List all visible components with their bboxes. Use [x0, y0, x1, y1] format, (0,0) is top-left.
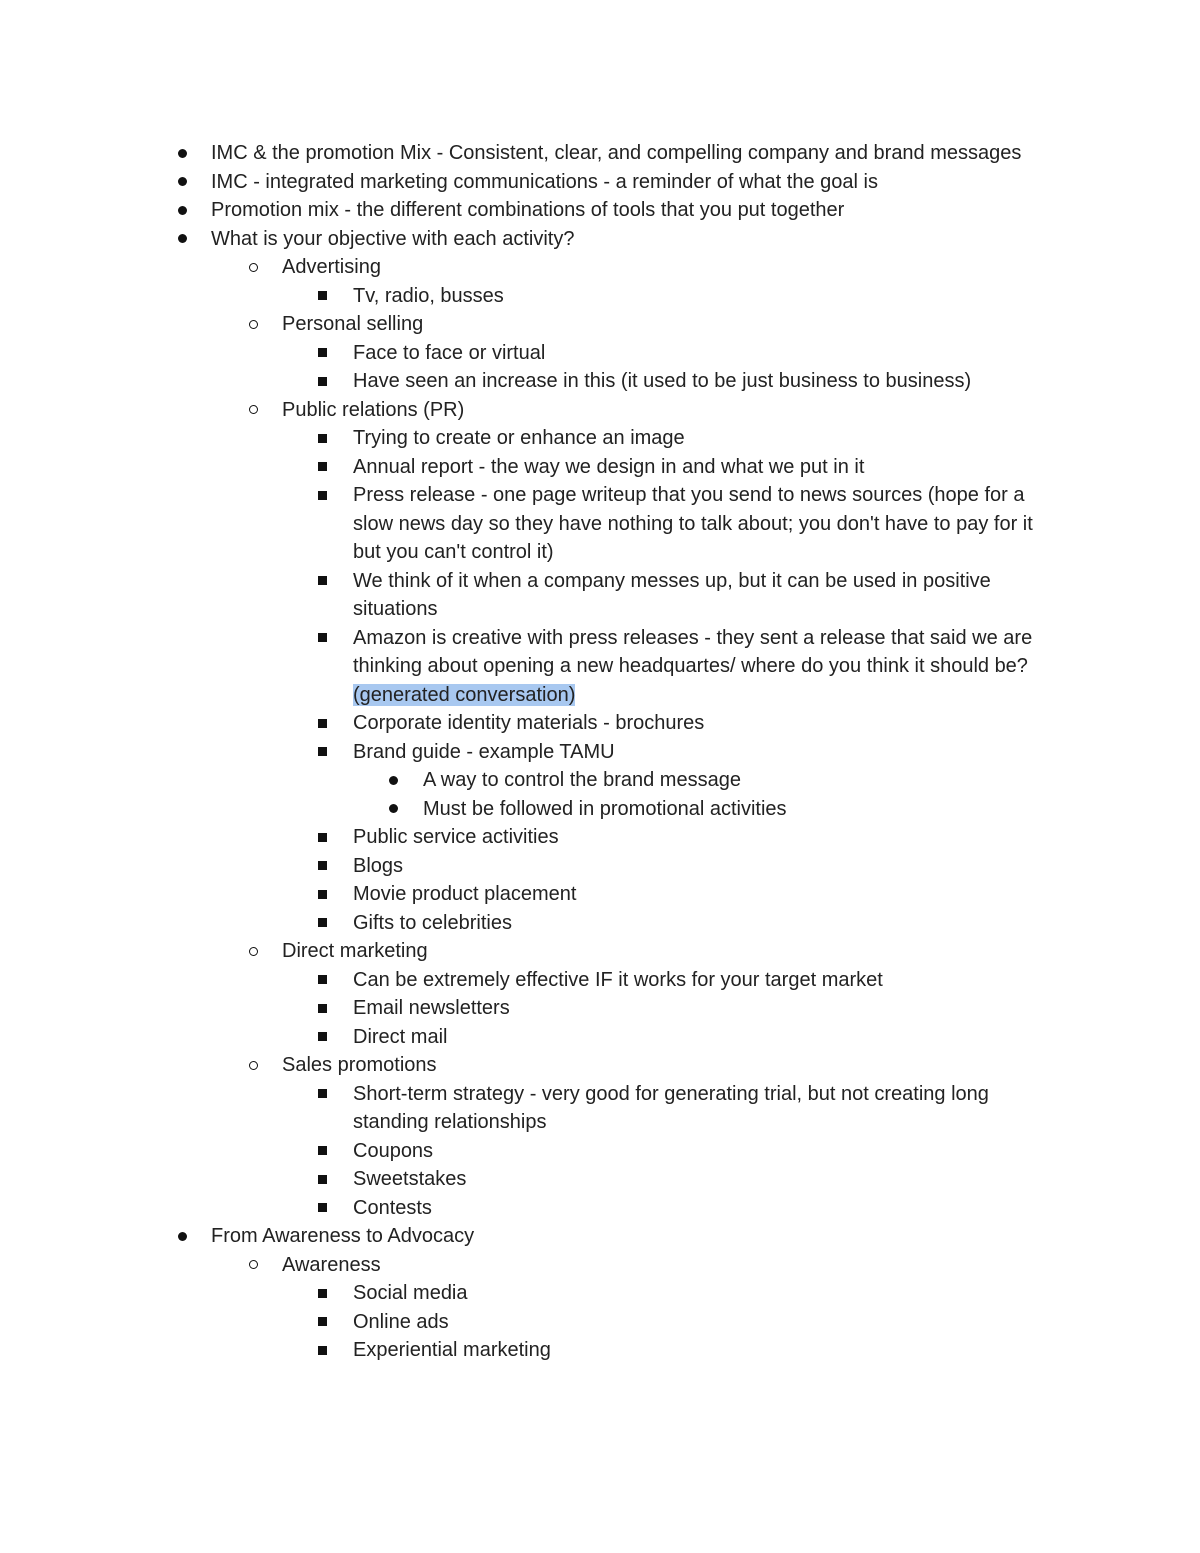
list-item-text: From Awareness to Advocacy — [211, 1225, 475, 1247]
list-item — [0, 282, 1200, 311]
list-item-text: Trying to create or enhance an image — [353, 427, 685, 449]
list-item — [0, 481, 1200, 567]
highlighted-text: (generated conversation) — [353, 683, 576, 706]
list-item — [0, 624, 1200, 710]
circle-bullet-icon — [249, 253, 258, 282]
list-item — [0, 253, 1200, 282]
list-item-text: Email newsletters — [353, 997, 510, 1019]
list-item-text: Must be followed in promotional activities — [423, 797, 787, 820]
list-item-text: Brand guide - example TAMU — [353, 740, 615, 763]
list-item-text: Have seen an increase in this (it used to be just business to business) — [353, 370, 972, 392]
list-item-text: Public service activities — [353, 826, 559, 848]
square-bullet-icon — [318, 624, 327, 653]
square-bullet-icon — [318, 1080, 327, 1109]
list-item — [0, 766, 1200, 795]
list-item-text: Corporate identity materials - brochures — [353, 712, 705, 734]
list-item — [0, 909, 1200, 938]
list-item-text-main: Amazon is creative with press releases - they sent a release that said we are thinking about opening a new headquartes/ where do you think it should be? — [353, 626, 1033, 677]
square-bullet-icon — [318, 339, 327, 368]
list-item-text: Online ads — [353, 1310, 449, 1333]
square-bullet-icon — [318, 453, 327, 482]
list-item-text: We think of it when a company messes up, but it can be used in positive situations — [353, 569, 991, 620]
square-bullet-icon — [318, 1194, 327, 1223]
square-bullet-icon — [318, 282, 327, 311]
disc-bullet-icon — [178, 225, 187, 254]
list-item — [0, 966, 1200, 995]
list-item — [0, 1080, 1200, 1137]
disc-bullet-icon — [389, 795, 398, 824]
square-bullet-icon — [318, 1279, 327, 1308]
square-bullet-icon — [318, 994, 327, 1023]
list-item — [0, 709, 1200, 738]
square-bullet-icon — [318, 424, 327, 453]
square-bullet-icon — [318, 1308, 327, 1337]
square-bullet-icon — [318, 1137, 327, 1166]
circle-bullet-icon — [249, 937, 258, 966]
list-item-text: Personal selling — [282, 313, 424, 335]
list-item — [0, 196, 1200, 225]
list-item-text: Press release - one page writeup that you send to news sources (hope for a slow news day so they have nothing to talk about; you don't have to pay for it but you can't control it) — [353, 484, 1033, 563]
list-item-text: Blogs — [353, 854, 404, 877]
list-item — [0, 880, 1200, 909]
list-item-text — [353, 624, 1062, 710]
list-item — [0, 168, 1200, 197]
list-item — [0, 225, 1200, 254]
list-item-text: Coupons — [353, 1139, 434, 1162]
list-item-text: IMC & the promotion Mix - Consistent, clear, and compelling company and brand messages — [211, 142, 1022, 164]
list-item-text: Annual report - the way we design in and what we put in it — [353, 455, 865, 478]
list-item — [0, 310, 1200, 339]
circle-bullet-icon — [249, 396, 258, 425]
list-item — [0, 1165, 1200, 1194]
list-item — [0, 1279, 1200, 1308]
square-bullet-icon — [318, 709, 327, 738]
disc-bullet-icon — [178, 1222, 187, 1251]
disc-bullet-icon — [178, 168, 187, 197]
list-item — [0, 453, 1200, 482]
square-bullet-icon — [318, 823, 327, 852]
list-item-text: A way to control the brand message — [423, 769, 741, 791]
list-item-text: Direct mail — [353, 1025, 448, 1048]
circle-bullet-icon — [249, 310, 258, 339]
bullet-list — [0, 139, 1200, 1365]
circle-bullet-icon — [249, 1051, 258, 1080]
square-bullet-icon — [318, 481, 327, 510]
list-item-text: Public relations (PR) — [282, 398, 465, 421]
list-item — [0, 1023, 1200, 1052]
list-item-text: Tv, radio, busses — [353, 284, 504, 307]
list-item-text: Sweetstakes — [353, 1168, 467, 1190]
list-item-text: Experiential marketing — [353, 1339, 551, 1361]
list-item — [0, 139, 1200, 168]
square-bullet-icon — [318, 852, 327, 881]
list-item — [0, 994, 1200, 1023]
list-item — [0, 1222, 1200, 1251]
square-bullet-icon — [318, 1023, 327, 1052]
list-item — [0, 424, 1200, 453]
list-item-text: Promotion mix - the different combinations of tools that you put together — [211, 199, 845, 221]
list-item-text: Social media — [353, 1282, 468, 1304]
list-item — [0, 567, 1200, 624]
square-bullet-icon — [318, 880, 327, 909]
list-item-text: What is your objective with each activity? — [211, 227, 575, 250]
square-bullet-icon — [318, 738, 327, 767]
list-item-text: Short-term strategy - very good for generating trial, but not creating long standing relationships — [353, 1082, 989, 1133]
list-item — [0, 1194, 1200, 1223]
list-item-text: Gifts to celebrities — [353, 911, 512, 934]
list-item-text: Face to face or virtual — [353, 341, 546, 364]
list-item — [0, 1137, 1200, 1166]
list-item — [0, 823, 1200, 852]
list-item-text: IMC - integrated marketing communications - a reminder of what the goal is — [211, 170, 878, 193]
circle-bullet-icon — [249, 1251, 258, 1280]
list-item-text: Can be extremely effective IF it works for your target market — [353, 968, 883, 991]
list-item — [0, 738, 1200, 767]
list-item — [0, 1251, 1200, 1280]
square-bullet-icon — [318, 1336, 327, 1365]
square-bullet-icon — [318, 567, 327, 596]
disc-bullet-icon — [178, 139, 187, 168]
square-bullet-icon — [318, 1165, 327, 1194]
list-item — [0, 367, 1200, 396]
square-bullet-icon — [318, 966, 327, 995]
list-item — [0, 937, 1200, 966]
list-item — [0, 396, 1200, 425]
list-item-text: Awareness — [282, 1253, 381, 1276]
list-item — [0, 1051, 1200, 1080]
disc-bullet-icon — [389, 766, 398, 795]
square-bullet-icon — [318, 909, 327, 938]
list-item — [0, 852, 1200, 881]
list-item — [0, 1336, 1200, 1365]
disc-bullet-icon — [178, 196, 187, 225]
list-item-text: Advertising — [282, 256, 381, 278]
square-bullet-icon — [318, 367, 327, 396]
list-item — [0, 795, 1200, 824]
list-item-text: Movie product placement — [353, 883, 577, 905]
list-item — [0, 1308, 1200, 1337]
list-item-text: Direct marketing — [282, 940, 428, 962]
list-item-text: Sales promotions — [282, 1054, 437, 1076]
list-item — [0, 339, 1200, 368]
list-item-text: Contests — [353, 1196, 432, 1219]
